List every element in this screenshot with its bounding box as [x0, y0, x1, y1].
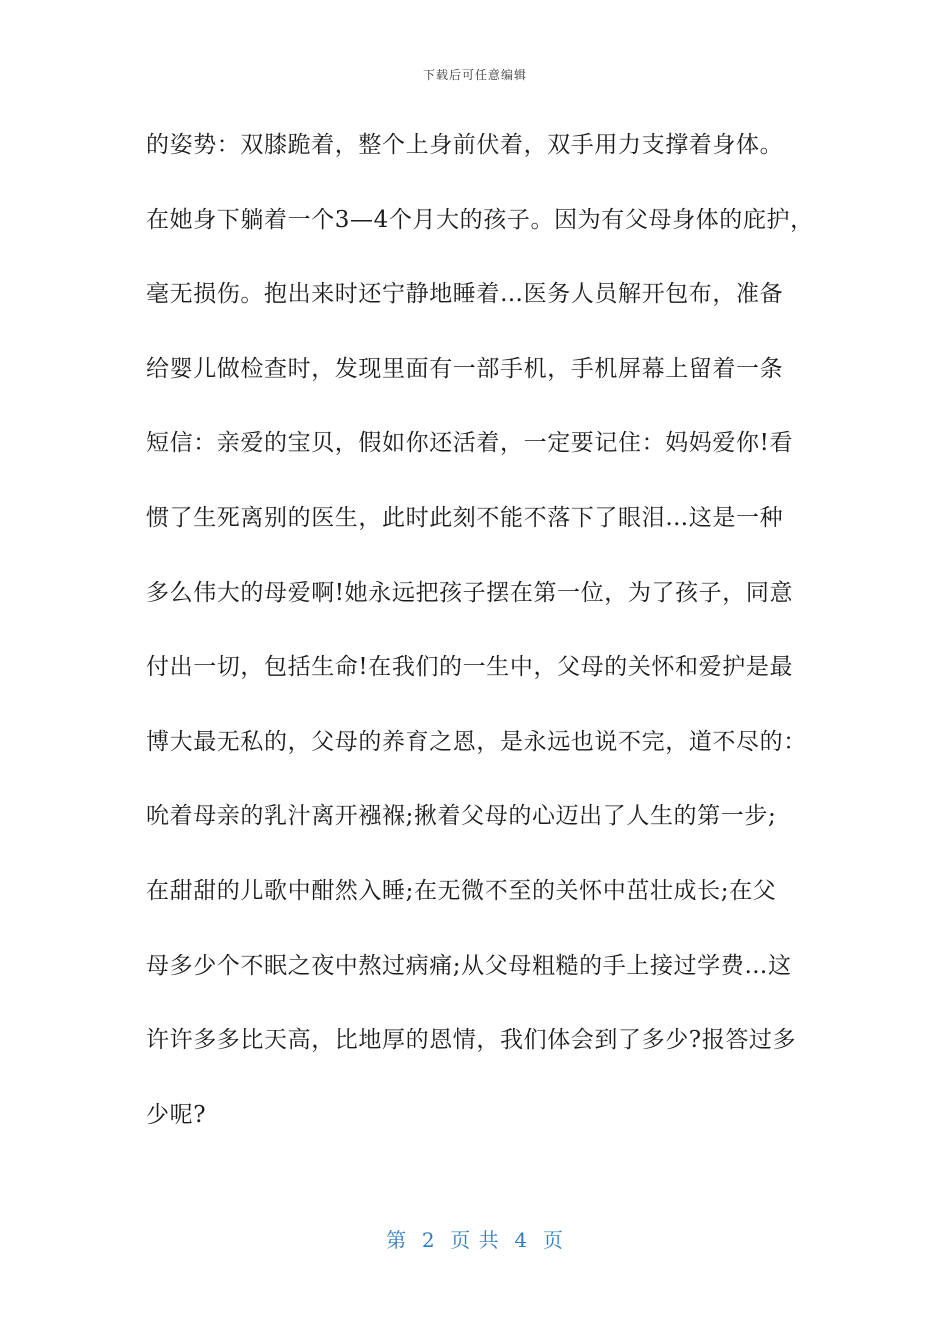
- text-line: 短信：亲爱的宝贝，假如你还活着，一定要记住：妈妈爱你!看: [146, 430, 794, 457]
- page-number: 第 2 页 共 4 页: [386, 1228, 564, 1252]
- text-line: 在她身下躺着一个3—4个月大的孩子。因为有父母身体的庇护，: [146, 206, 814, 233]
- body-text: [146, 120, 826, 1164]
- text-line: 博大最无私的，父母的养育之恩，是永远也说不完，道不尽的：: [146, 728, 807, 755]
- text-line: 惯了生死离别的医生，此时此刻不能不落下了眼泪…这是一种: [146, 504, 784, 531]
- text-line: 母多少个不眠之夜中熬过病痛;从父母粗糙的手上接过学费…这: [146, 952, 792, 979]
- text-line: 少呢?: [146, 1101, 207, 1128]
- text-line: 吮着母亲的乳汁离开襁褓;揪着父母的心迈出了人生的第一步;: [146, 803, 777, 830]
- text-line: 毫无损伤。抱出来时还宁静地睡着…医务人员解开包布，准备: [146, 281, 784, 308]
- text-line: 的姿势：双膝跪着，整个上身前伏着，双手用力支撑着身体。: [146, 132, 784, 158]
- text-line: 在甜甜的儿歌中酣然入睡;在无微不至的关怀中茁壮成长;在父: [146, 877, 777, 904]
- text-line: 付出一切，包括生命!在我们的一生中，父母的关怀和爱护是最: [146, 654, 794, 681]
- text-line: 许许多多比天高，比地厚的恩情，我们体会到了多少?报答过多: [146, 1027, 797, 1054]
- text-line: 多么伟大的母爱啊!她永远把孩子摆在第一位，为了孩子，同意: [146, 579, 794, 606]
- header-note: 下载后可任意编辑: [422, 68, 527, 82]
- text-line: 给婴儿做检查时，发现里面有一部手机，手机屏幕上留着一条: [146, 355, 784, 382]
